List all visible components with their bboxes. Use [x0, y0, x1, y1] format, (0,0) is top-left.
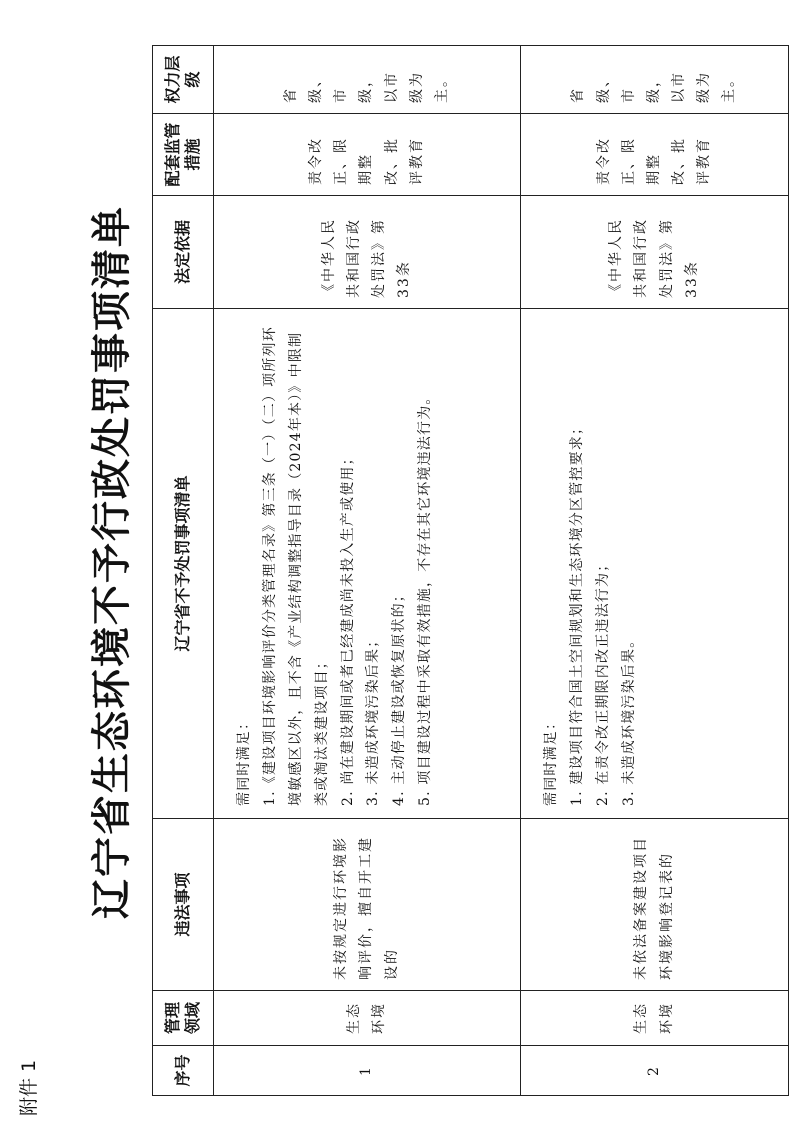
- penalty-exemption-table: [152, 45, 789, 1096]
- condition-item: 4. 主动停止建设或恢复原状的；: [391, 586, 408, 806]
- header-no: 序号: [153, 1046, 214, 1096]
- header-level: 权力层级: [153, 46, 214, 114]
- table-header-row: [153, 46, 214, 1096]
- table-row: [214, 46, 521, 1096]
- row-no: 2: [521, 1046, 789, 1096]
- row-violation: 未按规定进行环境影响评价，擅自开工建设的: [214, 819, 521, 991]
- header-violation: 违法事项: [153, 819, 214, 991]
- row-measures: 责令改正、限期整改、批评教育: [214, 114, 521, 196]
- header-basis: 法定依据: [153, 196, 214, 309]
- document-title: 辽宁省生态环境不予行政处罚事项清单: [88, 205, 135, 919]
- condition-item: 3. 未造成环境污染后果。: [620, 632, 637, 806]
- row-conditions: [214, 309, 521, 819]
- attachment-label: 附件 1: [18, 1059, 40, 1116]
- row-level: 省级、市级，以市级为主。: [521, 46, 789, 114]
- conditions-intro: 需同时满足：: [543, 714, 559, 806]
- table-row: [521, 46, 789, 1096]
- row-conditions: [521, 309, 789, 819]
- header-measures: 配套监管 措施: [153, 114, 214, 196]
- condition-item: 2. 尚在建设期间或者已经建成尚未投入生产或使用；: [339, 450, 356, 806]
- row-level: 省级、市级，以市级为主。: [214, 46, 521, 114]
- row-basis: 《中华人民共和国行政处罚法》第33条: [214, 196, 521, 309]
- condition-item: 1.《建设项目环境影响评价分类管理名录》第三条（一）（二）项所列环境敏感区以外，且不含《产业结构调整指导目录（2024年本）》中限制类或淘汰类建设项目；: [261, 326, 330, 806]
- row-domain: 生态 环境: [521, 991, 789, 1046]
- condition-item: 5. 项目建设过程中采取有效措施，不存在其它环境违法行为。: [417, 389, 434, 806]
- header-domain: 管理 领域: [153, 991, 214, 1046]
- row-measures: 责令改正、限期整改、批评教育: [521, 114, 789, 196]
- row-no: 1: [214, 1046, 521, 1096]
- condition-item: 3. 未造成环境污染后果；: [365, 632, 382, 806]
- row-basis: 《中华人民共和国行政处罚法》第33条: [521, 196, 789, 309]
- row-domain: 生态 环境: [214, 991, 521, 1046]
- condition-item: 1. 建设项目符合国土空间规划和生态环境分区管控要求；: [568, 419, 585, 806]
- condition-item: 2. 在责令改正期限内改正违法行为；: [594, 556, 611, 806]
- conditions-intro: 需同时满足：: [236, 714, 252, 806]
- header-list: 辽宁省不予处罚事项清单: [153, 309, 214, 819]
- row-violation: 未依法备案建设项目环境影响登记表的: [521, 819, 789, 991]
